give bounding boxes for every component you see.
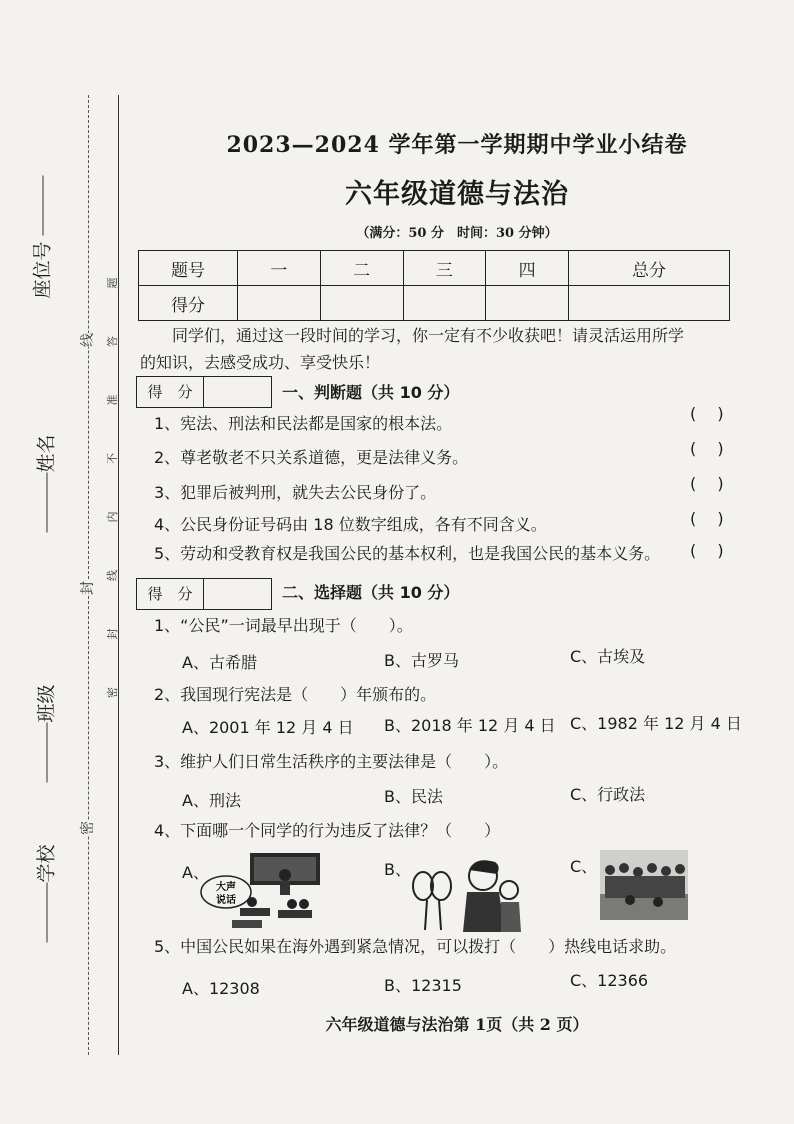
- tf-question-2: 2、尊老敬老不只关系道德，更是法律义务。: [154, 448, 469, 467]
- people-illustration: [405, 850, 523, 934]
- seal-char-line: 线: [77, 333, 97, 347]
- mc5-option-c[interactable]: C、12366: [570, 971, 649, 990]
- mc1-option-b[interactable]: B、古罗马: [384, 651, 459, 670]
- mc-question-3: 3、维护人们日常生活秩序的主要法律是（ ）。: [154, 752, 509, 771]
- mc4-option-c[interactable]: C、: [570, 857, 598, 876]
- mc-question-4: 4、下面哪一个同学的行为违反了法律？（ ）: [154, 821, 501, 840]
- score-table-cell: 总分: [569, 251, 730, 286]
- section2-heading: 二、选择题（共 10 分）: [282, 583, 460, 602]
- desk: [278, 910, 312, 918]
- tf-answer-2[interactable]: ( ): [690, 439, 724, 458]
- tf-question-5: 5、劳动和受教育权是我国公民的基本权利，也是我国公民的基本义务。: [154, 544, 661, 563]
- mc5-option-b[interactable]: B、12315: [384, 976, 462, 995]
- crowd-head: [625, 895, 635, 905]
- score-table-cell: 一: [238, 251, 321, 286]
- school-label: 学校: [35, 844, 58, 883]
- score-input-cell[interactable]: [569, 286, 730, 321]
- page-footer: 六年级道德与法治第 1页（共 2 页）: [325, 1015, 589, 1034]
- exam-title: 2023—2024 学年第一学期期中学业小结卷: [226, 132, 688, 158]
- mc3-option-c[interactable]: C、行政法: [570, 785, 646, 804]
- section2-score-box: [136, 578, 272, 610]
- mc5-option-a[interactable]: A、12308: [182, 979, 260, 998]
- student-head: [299, 899, 309, 909]
- intro-line-2: 的知识，去感受成功、享受快乐！: [140, 353, 381, 372]
- crowd-head: [619, 863, 629, 873]
- tf-question-1: 1、宪法、刑法和民法都是国家的根本法。: [154, 414, 453, 433]
- classroom-illustration: [200, 850, 324, 932]
- intro-text: [140, 322, 740, 376]
- teacher-head: [279, 869, 291, 881]
- tf-answer-3[interactable]: ( ): [690, 474, 724, 493]
- school-field: [32, 839, 59, 949]
- crowd-illustration: [600, 850, 688, 920]
- score-table-score-row: [139, 286, 730, 321]
- name-label: 姓名: [35, 434, 58, 473]
- crowd-head: [675, 864, 685, 874]
- crowd-head: [653, 897, 663, 907]
- seat-number-label: 座位号: [31, 241, 54, 299]
- seat-number-field: [28, 209, 55, 299]
- mc2-option-c[interactable]: C、1982 年 12 月 4 日: [570, 714, 742, 733]
- tf-answer-5[interactable]: ( ): [690, 541, 724, 560]
- mc4-option-b[interactable]: B、: [384, 860, 411, 879]
- score-input-cell[interactable]: [486, 286, 569, 321]
- class-field: [32, 679, 59, 789]
- score-row-label: 得分: [139, 286, 238, 321]
- score-input-cell[interactable]: [320, 286, 403, 321]
- tf-answer-1[interactable]: ( ): [690, 404, 724, 423]
- second-head: [500, 881, 518, 899]
- crowd-head: [661, 866, 671, 876]
- seal-char-seal: 封: [77, 581, 97, 595]
- bubble-text-line2: 说话: [216, 895, 236, 906]
- section1-score-blank[interactable]: [205, 377, 271, 407]
- seat-number-blank[interactable]: [43, 175, 44, 235]
- student-head: [287, 899, 297, 909]
- tf-question-3: 3、犯罪后被判刑，就失去公民身份了。: [154, 483, 437, 502]
- second-body: [501, 902, 521, 932]
- desk: [240, 908, 270, 916]
- section1-heading: 一、判断题（共 10 分）: [282, 383, 460, 402]
- class-blank[interactable]: [47, 723, 48, 783]
- mc2-option-a[interactable]: A、2001 年 12 月 4 日: [182, 718, 354, 737]
- score-table-header-row: [139, 251, 730, 286]
- mc-question-1: 1、“公民”一词最早出现于（ ）。: [154, 616, 413, 635]
- school-blank[interactable]: [47, 883, 48, 943]
- person-body: [463, 892, 505, 932]
- crowd-head: [605, 865, 615, 875]
- score-table-cell: 二: [320, 251, 403, 286]
- name-field: [32, 429, 59, 539]
- figure-leg: [439, 900, 441, 930]
- exam-info: （满分：50 分 时间：30 分钟）: [356, 226, 558, 241]
- section1-score-box: [136, 376, 272, 408]
- crowd-head: [633, 867, 643, 877]
- score-input-cell[interactable]: [238, 286, 321, 321]
- mc3-option-a[interactable]: A、刑法: [182, 791, 241, 810]
- desk: [232, 920, 262, 928]
- mc2-option-b[interactable]: B、2018 年 12 月 4 日: [384, 716, 556, 735]
- figure-leg: [425, 900, 427, 930]
- mc-question-2: 2、我国现行宪法是（ ）年颁布的。: [154, 685, 437, 704]
- subject-title: 六年级道德与法治: [345, 179, 569, 210]
- score-table-cell: 题号: [139, 251, 238, 286]
- teacher-body: [280, 881, 290, 895]
- mc-question-5: 5、中国公民如果在海外遇到紧急情况，可以拨打（ ）热线电话求助。: [154, 937, 677, 956]
- score-table-cell: 四: [486, 251, 569, 286]
- tf-question-4: 4、公民身份证号码由 18 位数字组成，各有不同含义。: [154, 515, 547, 534]
- crowd-head: [647, 863, 657, 873]
- section2-score-label: 得 分: [137, 579, 204, 609]
- seal-char-secret: 密: [77, 821, 97, 835]
- name-blank[interactable]: [47, 473, 48, 533]
- seal-dashed-line: [88, 95, 89, 1055]
- mc1-option-a[interactable]: A、古希腊: [182, 653, 257, 672]
- score-table: [138, 250, 730, 321]
- class-label: 班级: [35, 684, 58, 723]
- section1-score-label: 得 分: [137, 377, 204, 407]
- crowd-bodies: [605, 876, 685, 898]
- section2-score-blank[interactable]: [205, 579, 271, 609]
- mc3-option-b[interactable]: B、民法: [384, 787, 443, 806]
- score-table-cell: 三: [403, 251, 486, 286]
- intro-line-1: 同学们，通过这一段时间的学习，你一定有不少收获吧！请灵活运用所学: [172, 326, 685, 345]
- score-input-cell[interactable]: [403, 286, 486, 321]
- mc4-option-a[interactable]: A、: [182, 863, 209, 882]
- mc1-option-c[interactable]: C、古埃及: [570, 647, 646, 666]
- bubble-text-line1: 大声: [216, 882, 236, 893]
- tf-answer-4[interactable]: ( ): [690, 509, 724, 528]
- seal-instruction: 密 封 线 内 不 准 答 题: [106, 255, 119, 698]
